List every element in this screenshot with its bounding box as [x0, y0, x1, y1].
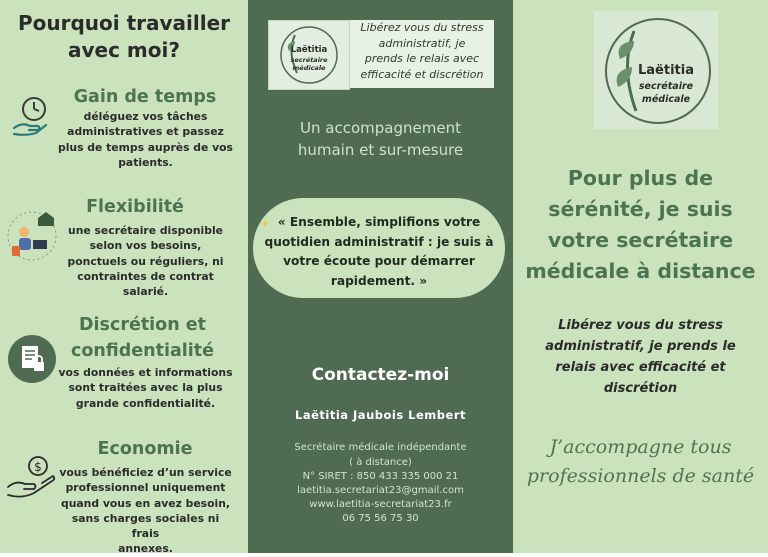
remote-work-icon	[6, 210, 58, 262]
text-line: professionnel uniquement	[65, 481, 226, 495]
text-line: sans charges sociales ni frais	[71, 511, 220, 541]
text-line: déléguez vos tâches	[83, 110, 208, 123]
contact-title: Contactez-moi	[311, 365, 450, 385]
svg-text:$: $	[34, 460, 42, 474]
logo-sub: secrétaire	[290, 56, 328, 64]
section-title-line: confidentialité	[70, 341, 215, 361]
text-line: patients.	[118, 155, 173, 169]
text-line: quand vous en avez besoin,	[60, 496, 231, 510]
accompaniment-text	[248, 117, 513, 161]
text-line: annexes.	[118, 542, 173, 556]
section-text	[58, 465, 233, 557]
text-line: grande confidentialité.	[75, 396, 216, 410]
section-text	[58, 365, 233, 411]
text-line: vous bénéficiez d’un service	[59, 466, 232, 479]
heading-line: médicale à distance	[525, 259, 756, 283]
secure-document-icon	[8, 335, 56, 383]
logo-name: Laëtitia	[638, 63, 694, 78]
right-heading	[513, 163, 768, 287]
quote-text	[258, 213, 500, 291]
contact-email[interactable]: laetitia.secretariat23@gmail.com	[297, 485, 464, 496]
logo	[594, 11, 718, 129]
text-line: salarié.	[122, 285, 169, 299]
text-line: Un accompagnement	[300, 119, 461, 137]
heading-line: votre secrétaire	[547, 228, 734, 252]
top-tagline	[350, 20, 494, 88]
text-line: relais avec efficacité et	[555, 360, 726, 375]
right-script-text	[513, 433, 768, 491]
logo-sub: secrétaire	[638, 81, 694, 92]
section-title: Flexibilité	[86, 197, 184, 217]
text-line: contraintes de contrat	[77, 269, 214, 283]
section-title-line: Discrétion et	[79, 315, 206, 335]
section-title: Economie	[97, 439, 193, 459]
text-line: quotidien administratif : je suis à	[264, 234, 494, 249]
text-line: rapidement. »	[330, 273, 428, 288]
right-tagline	[513, 315, 768, 399]
text-line: sont traitées avec la plus	[68, 381, 223, 395]
text-line: selon vos besoins,	[89, 239, 202, 253]
heading-line: sérénité, je suis	[548, 197, 733, 221]
left-title	[0, 10, 248, 64]
left-title-line: Pourquoi travailler	[17, 11, 231, 35]
text-line: Libérez vous du stress	[360, 21, 484, 34]
money-hand-icon	[6, 455, 58, 501]
logo	[268, 20, 350, 90]
sparkle-icon: ✦	[260, 217, 271, 231]
heading-line: Pour plus de	[567, 166, 714, 190]
logo-name: Laëtitia	[290, 45, 328, 55]
text-line: humain et sur-mesure	[297, 141, 464, 159]
text-line: votre écoute pour démarrer	[283, 254, 475, 268]
text-line: une secrétaire disponible	[68, 224, 223, 237]
contact-website[interactable]: www.laetitia-secretariat23.fr	[309, 499, 452, 510]
text-line: professionnels de santé	[526, 465, 755, 487]
section-text	[58, 109, 233, 170]
text-line: plus de temps auprès de vos	[58, 140, 233, 154]
text-line: prends le relais avec	[364, 52, 480, 65]
text-line: administratives et passez	[67, 125, 224, 139]
contact-role: ( à distance)	[349, 457, 412, 468]
contact-role: Secrétaire médicale indépendante	[294, 442, 467, 453]
text-line: J’accompagne tous	[549, 436, 732, 458]
section-title: Gain de temps	[73, 87, 217, 107]
contact-name: Laëtitia Jaubois Lembert	[295, 408, 466, 422]
text-line: administratif, je	[378, 36, 466, 50]
text-line: vos données et informations	[58, 366, 233, 379]
logo-sub: médicale	[641, 94, 691, 105]
contact-siret: N° SIRET : 850 433 335 000 21	[302, 471, 459, 482]
text-line: Libérez vous du stress	[558, 318, 723, 333]
left-title-line: avec moi?	[68, 38, 180, 62]
text-line: administratif, je prends le	[545, 339, 736, 354]
clock-hand-icon	[12, 95, 50, 137]
section-title	[60, 312, 225, 364]
text-line: « Ensemble, simplifions votre	[277, 215, 481, 229]
section-text	[58, 223, 233, 299]
logo-sub: médicale	[292, 64, 326, 72]
text-line: efficacité et discrétion	[360, 67, 484, 81]
contact-phone[interactable]: 06 75 56 75 30	[342, 513, 419, 524]
text-line: discrétion	[603, 381, 678, 396]
text-line: ponctuels ou réguliers, ni	[67, 254, 224, 268]
